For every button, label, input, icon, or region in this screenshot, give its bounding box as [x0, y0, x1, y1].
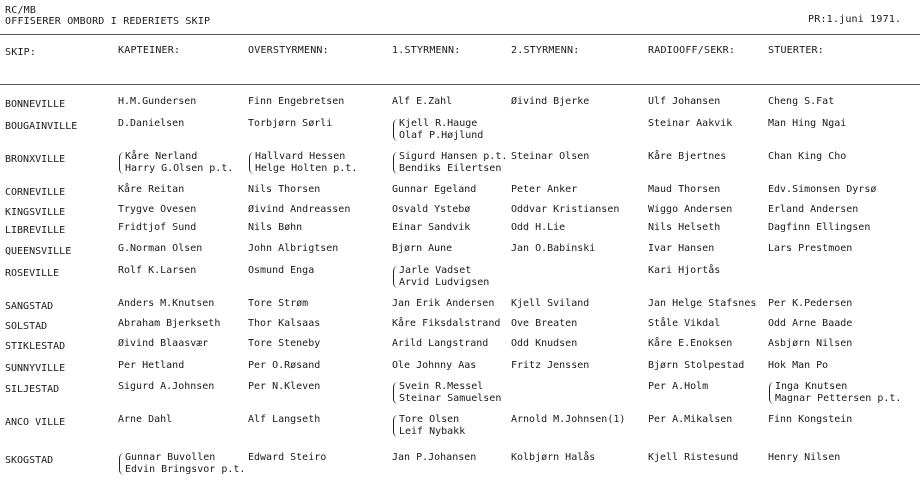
sangstad-first-officer [392, 298, 494, 310]
person-name: Magnar Pettersen p.t. [775, 393, 902, 404]
solstad-steward [768, 318, 852, 330]
skogstad-second-officer [511, 452, 595, 464]
queensville-captain [118, 243, 202, 255]
libreville-chief-officer [248, 222, 302, 234]
brace-mark [393, 152, 398, 174]
person-name: Steinar Samuelsen [399, 393, 502, 404]
roseville-captain [118, 265, 196, 277]
person-name: Steinar Olsen [511, 151, 590, 162]
solstad-captain [118, 318, 220, 330]
person-name: Per K.Pedersen [768, 298, 853, 309]
person-name: Kåre Fiksdalstrand [392, 318, 501, 329]
skogstad-steward [768, 452, 840, 464]
person-name: Kåre E.Enoksen [648, 338, 733, 349]
person-name: Per O.Røsand [248, 360, 321, 371]
sangstad-chief-officer [248, 298, 308, 310]
person-name: H.M.Gundersen [118, 96, 197, 107]
person-name: Jan O.Babinski [511, 243, 596, 254]
person-name: Sigurd Hansen p.t. [399, 151, 508, 162]
person-name: Kåre Nerland [125, 151, 198, 162]
person-name: Thor Kalsaas [248, 318, 321, 329]
person-name: Hok Man Po [768, 360, 829, 371]
kingsville-captain [118, 204, 196, 216]
queensville-second-officer [511, 243, 595, 255]
sunnyville-first-officer [392, 360, 476, 372]
person-name: Einar Sandvik [392, 222, 471, 233]
bonneville-first-officer [392, 96, 452, 108]
ship-name-roseville: ROSEVILLE [5, 268, 60, 279]
kingsville-chief-officer [248, 204, 350, 216]
corneville-steward [768, 184, 876, 196]
sunnyville-steward [768, 360, 828, 372]
person-name: Ulf Johansen [648, 96, 721, 107]
libreville-first-officer [392, 222, 470, 234]
anco-ville-captain [118, 414, 172, 426]
corneville-radio-officer [648, 184, 720, 196]
sunnyville-chief-officer [248, 360, 320, 372]
kingsville-second-officer [511, 204, 619, 216]
skogstad-captain [125, 452, 245, 476]
ship-name-bonneville: BONNEVILLE [5, 99, 66, 110]
person-name: Tore Strøm [248, 298, 309, 309]
bougainville-radio-officer [648, 118, 732, 130]
person-name: Sigurd A.Johnsen [118, 381, 215, 392]
siljestad-radio-officer [648, 381, 708, 393]
person-name: Osvald Ystebø [392, 204, 471, 215]
person-name: Ståle Vikdal [648, 318, 721, 329]
person-name: Inga Knutsen [775, 381, 848, 392]
person-name: Odd Arne Baade [768, 318, 853, 329]
sunnyville-second-officer [511, 360, 589, 372]
person-name: Oddvar Kristiansen [511, 204, 620, 215]
corneville-first-officer [392, 184, 476, 196]
solstad-second-officer [511, 318, 577, 330]
person-name: Gunnar Buvollen [125, 452, 216, 463]
person-name: Finn Engebretsen [248, 96, 345, 107]
person-name: Henry Nilsen [768, 452, 841, 463]
bronxville-chief-officer [255, 151, 357, 175]
ship-name-bronxville: BRONXVILLE [5, 154, 66, 165]
person-name: Bjørn Aune [392, 243, 453, 254]
siljestad-chief-officer [248, 381, 320, 393]
bougainville-first-officer [399, 118, 483, 142]
person-name: Arild Langstrand [392, 338, 489, 349]
stiklestad-steward [768, 338, 852, 350]
column-header-stewards: STUERTER: [768, 45, 824, 56]
person-name: Arvid Ludvigsen [399, 277, 490, 288]
person-name: Øivind Bjerke [511, 96, 590, 107]
person-name: D.Danielsen [118, 118, 185, 129]
brace-mark [119, 152, 124, 174]
person-name: Bjørn Stolpestad [648, 360, 745, 371]
stiklestad-chief-officer [248, 338, 320, 350]
corneville-captain [118, 184, 184, 196]
person-name: Lars Prestmoen [768, 243, 853, 254]
person-name: Bendiks Eilertsen [399, 163, 502, 174]
bonneville-captain [118, 96, 196, 108]
person-name: Nils Thorsen [248, 184, 321, 195]
column-header-ship: SKIP: [5, 47, 37, 58]
queensville-steward [768, 243, 852, 255]
document-ref: RC/MB [5, 5, 37, 16]
person-name: Alf Langseth [248, 414, 321, 425]
person-name: Finn Kongstein [768, 414, 853, 425]
person-name: Øivind Blaasvær [118, 338, 209, 349]
brace-mark [393, 119, 398, 141]
person-name: Hallvard Hessen [255, 151, 346, 162]
anco-ville-chief-officer [248, 414, 320, 426]
person-name: Dagfinn Ellingsen [768, 222, 871, 233]
queensville-chief-officer [248, 243, 338, 255]
brace-mark [249, 152, 254, 174]
person-name: Chan King Cho [768, 151, 847, 162]
kingsville-radio-officer [648, 204, 732, 216]
person-name: Kari Hjortås [648, 265, 721, 276]
solstad-first-officer [392, 318, 500, 330]
roseville-first-officer [399, 265, 489, 289]
person-name: Ivar Hansen [648, 243, 715, 254]
sangstad-captain [118, 298, 214, 310]
queensville-first-officer [392, 243, 452, 255]
kingsville-steward [768, 204, 858, 216]
corneville-second-officer [511, 184, 577, 196]
bonneville-steward [768, 96, 834, 108]
libreville-steward [768, 222, 870, 234]
column-header-radio-officers: RADIOOFF/SEKR: [648, 45, 736, 56]
person-name: Kåre Reitan [118, 184, 185, 195]
ship-name-queensville: QUEENSVILLE [5, 246, 72, 257]
person-name: Edv.Simonsen Dyrsø [768, 184, 877, 195]
person-name: Steinar Aakvik [648, 118, 733, 129]
person-name: Edvin Bringsvor p.t. [125, 464, 246, 475]
solstad-radio-officer [648, 318, 720, 330]
person-name: Jan P.Johansen [392, 452, 477, 463]
header-rule-bottom [0, 84, 920, 85]
person-name: Rolf K.Larsen [118, 265, 197, 276]
person-name: Man Hing Ngai [768, 118, 847, 129]
bougainville-chief-officer [248, 118, 332, 130]
sunnyville-radio-officer [648, 360, 744, 372]
sangstad-steward [768, 298, 852, 310]
person-name: Odd Knudsen [511, 338, 578, 349]
person-name: Arnold M.Johnsen(1) [511, 414, 626, 425]
siljestad-first-officer [399, 381, 501, 405]
person-name: Kåre Bjertnes [648, 151, 727, 162]
person-name: Jan Helge Stafsnes [648, 298, 757, 309]
person-name: Jan Erik Andersen [392, 298, 495, 309]
bronxville-steward [768, 151, 846, 163]
bronxville-second-officer [511, 151, 589, 163]
queensville-radio-officer [648, 243, 714, 255]
person-name: Arne Dahl [118, 414, 173, 425]
person-name: Harry G.Olsen p.t. [125, 163, 234, 174]
bonneville-chief-officer [248, 96, 344, 108]
libreville-second-officer [511, 222, 565, 234]
person-name: Wiggo Andersen [648, 204, 733, 215]
stiklestad-second-officer [511, 338, 577, 350]
person-name: Tore Steneby [248, 338, 321, 349]
ship-name-stiklestad: STIKLESTAD [5, 341, 66, 352]
brace-mark [393, 415, 398, 437]
person-name: Olaf P.Højlund [399, 130, 484, 141]
anco-ville-radio-officer [648, 414, 732, 426]
column-header-captains: KAPTEINER: [118, 45, 181, 56]
kingsville-first-officer [392, 204, 470, 216]
ship-name-libreville: LIBREVILLE [5, 225, 66, 236]
person-name: Maud Thorsen [648, 184, 721, 195]
brace-mark [119, 453, 124, 475]
person-name: Abraham Bjerkseth [118, 318, 221, 329]
person-name: Nils Bøhn [248, 222, 303, 233]
ship-name-siljestad: SILJESTAD [5, 384, 60, 395]
person-name: Cheng S.Fat [768, 96, 835, 107]
person-name: Ole Johnny Aas [392, 360, 477, 371]
bonneville-radio-officer [648, 96, 720, 108]
brace-mark [393, 382, 398, 404]
document-title: OFFISERER OMBORD I REDERIETS SKIP [5, 16, 211, 27]
solstad-chief-officer [248, 318, 320, 330]
skogstad-radio-officer [648, 452, 738, 464]
person-name: Per Hetland [118, 360, 185, 371]
roseville-chief-officer [248, 265, 314, 277]
person-name: Alf E.Zahl [392, 96, 453, 107]
skogstad-chief-officer [248, 452, 326, 464]
person-name: Kjell Ristesund [648, 452, 739, 463]
person-name: Tore Olsen [399, 414, 460, 425]
person-name: Torbjørn Sørli [248, 118, 333, 129]
person-name: Ove Breaten [511, 318, 578, 329]
bougainville-steward [768, 118, 846, 130]
person-name: Jarle Vadset [399, 265, 472, 276]
brace-mark [393, 266, 398, 288]
person-name: Edward Steiro [248, 452, 327, 463]
stiklestad-captain [118, 338, 208, 350]
brace-mark [769, 382, 774, 404]
header-rule-top [0, 34, 920, 35]
column-header-second-officers: 2.STYRMENN: [511, 45, 580, 56]
person-name: Trygve Ovesen [118, 204, 197, 215]
skogstad-first-officer [392, 452, 476, 464]
person-name: Gunnar Egeland [392, 184, 477, 195]
libreville-captain [118, 222, 196, 234]
person-name: Anders M.Knutsen [118, 298, 215, 309]
person-name: Kjell Sviland [511, 298, 590, 309]
stiklestad-radio-officer [648, 338, 732, 350]
sangstad-radio-officer [648, 298, 756, 310]
siljestad-captain [118, 381, 214, 393]
bronxville-captain [125, 151, 233, 175]
anco-ville-steward [768, 414, 852, 426]
sunnyville-captain [118, 360, 184, 372]
column-header-chief-officers: OVERSTYRMENN: [248, 45, 329, 56]
person-name: Kolbjørn Halås [511, 452, 596, 463]
ship-name-sunnyville: SUNNYVILLE [5, 363, 66, 374]
bronxville-radio-officer [648, 151, 726, 163]
person-name: Odd H.Lie [511, 222, 566, 233]
ship-name-bougainville: BOUGAINVILLE [5, 121, 78, 132]
siljestad-steward [775, 381, 901, 405]
person-name: Erland Andersen [768, 204, 859, 215]
anco-ville-second-officer [511, 414, 625, 426]
person-name: Osmund Enga [248, 265, 315, 276]
person-name: Per A.Holm [648, 381, 709, 392]
person-name: Nils Helseth [648, 222, 721, 233]
person-name: Fridtjof Sund [118, 222, 197, 233]
ship-name-corneville: CORNEVILLE [5, 187, 66, 198]
person-name: John Albrigtsen [248, 243, 339, 254]
person-name: Fritz Jenssen [511, 360, 590, 371]
bougainville-captain [118, 118, 184, 130]
ship-name-kingsville: KINGSVILLE [5, 207, 66, 218]
ship-name-solstad: SOLSTAD [5, 321, 48, 332]
ship-name-anco-ville: ANCO VILLE [5, 417, 66, 428]
person-name: Per N.Kleven [248, 381, 321, 392]
person-name: Svein R.Messel [399, 381, 484, 392]
libreville-radio-officer [648, 222, 720, 234]
bonneville-second-officer [511, 96, 589, 108]
anco-ville-first-officer [399, 414, 465, 438]
bronxville-first-officer [399, 151, 507, 175]
person-name: Peter Anker [511, 184, 578, 195]
ship-name-sangstad: SANGSTAD [5, 301, 54, 312]
person-name: Asbjørn Nilsen [768, 338, 853, 349]
person-name: Kjell R.Hauge [399, 118, 478, 129]
ship-name-skogstad: SKOGSTAD [5, 455, 54, 466]
document-date: PR:1.juni 1971. [808, 14, 902, 25]
person-name: Helge Holten p.t. [255, 163, 358, 174]
person-name: Per A.Mikalsen [648, 414, 733, 425]
sangstad-second-officer [511, 298, 589, 310]
column-header-first-officers: 1.STYRMENN: [392, 45, 461, 56]
corneville-chief-officer [248, 184, 320, 196]
person-name: G.Norman Olsen [118, 243, 203, 254]
person-name: Øivind Andreassen [248, 204, 351, 215]
roseville-radio-officer [648, 265, 720, 277]
person-name: Leif Nybakk [399, 426, 466, 437]
stiklestad-first-officer [392, 338, 488, 350]
